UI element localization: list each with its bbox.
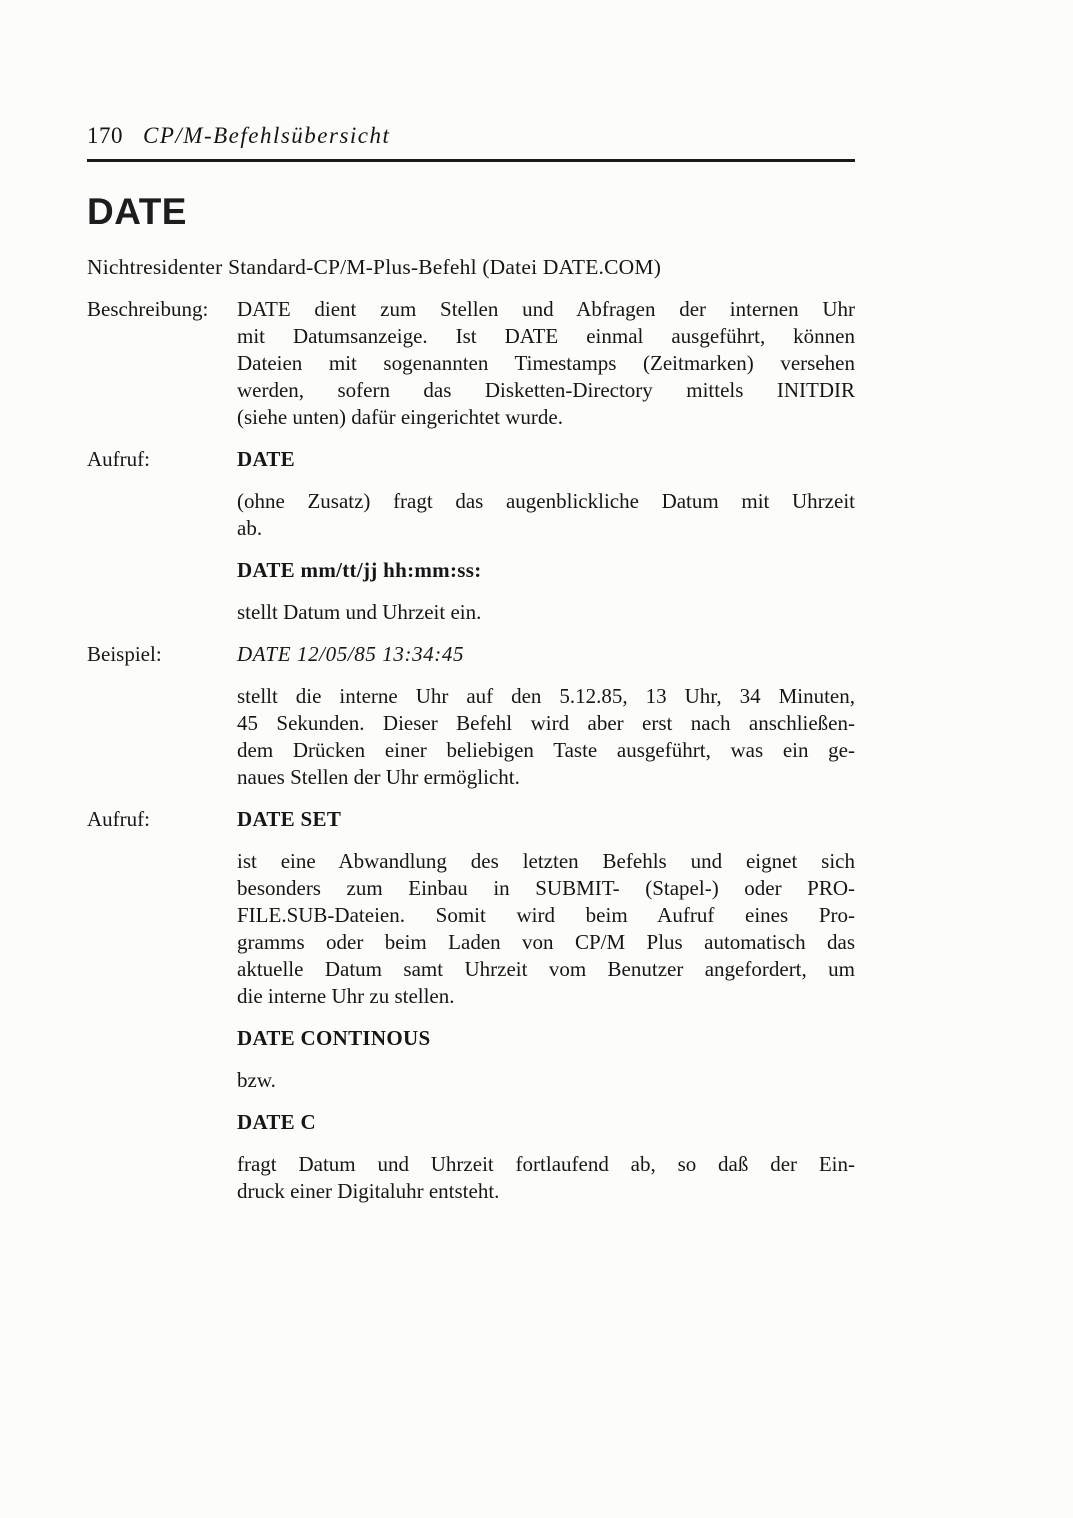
paragraph [237,1151,855,1205]
text-line: DATE [237,447,295,471]
text-line: DATE CONTINOUS [237,1026,431,1050]
command-text [237,1109,855,1136]
text-line: DATE 12/05/85 13:34:45 [237,642,465,666]
paragraph [237,1067,855,1094]
section-row [87,446,855,626]
command-subtitle: Nichtresidenter Standard-CP/M-Plus-Befehl (Datei DATE.COM) [87,255,662,279]
command-text [237,557,855,584]
sections [87,296,855,1205]
text-line: bzw. [237,1068,276,1092]
section-label: Beschreibung: [87,297,209,321]
paragraph [237,488,855,542]
page-number: 170 [87,123,123,148]
running-title: CP/M-Befehlsübersicht [143,123,391,148]
section-row [87,296,855,431]
text-line: (siehe unten) dafür eingerichtet wurde. [237,405,563,429]
command-text [237,1025,855,1052]
text-line: ist eine Abwandlung des letzten Befehls und eignet sich [237,849,855,873]
text-line: naues Stellen der Uhr ermöglicht. [237,765,520,789]
text-line: ab. [237,516,263,540]
paragraph [237,683,855,791]
page-header [87,122,855,150]
section-row [87,806,855,1205]
text-line: DATE mm/tt/jj hh:mm:ss: [237,558,482,582]
text-line: dem Drücken einer beliebigen Taste ausgeführt, was ein ge- [237,738,855,762]
text-line: druck einer Digitaluhr entsteht. [237,1179,500,1203]
section-content [237,806,855,1205]
command-text [237,806,855,833]
header-rule [87,159,855,162]
command-title: DATE [87,191,187,232]
text-line: gramms oder beim Laden von CP/M Plus automatisch das [237,930,855,954]
section-row [87,641,855,791]
section-content [237,446,855,626]
text-line: DATE SET [237,807,342,831]
text-line: stellt Datum und Uhrzeit ein. [237,600,482,624]
section-content [237,296,855,431]
section-label: Beispiel: [87,642,162,666]
paragraph [237,296,855,431]
text-line: fragt Datum und Uhrzeit fortlaufend ab, so daß der Ein- [237,1152,855,1176]
text-line: 45 Sekunden. Dieser Befehl wird aber erst nach anschließen- [237,711,855,735]
text-line: DATE C [237,1110,317,1134]
text-line: werden, sofern das Disketten-Directory mittels INITDIR [237,378,855,402]
text-line: besonders zum Einbau in SUBMIT- (Stapel-) oder PRO- [237,876,855,900]
example-text [237,641,855,668]
paragraph [237,848,855,1010]
paragraph [237,599,855,626]
section-label: Aufruf: [87,447,150,471]
text-line: stellt die interne Uhr auf den 5.12.85, 13 Uhr, 34 Minuten, [237,684,855,708]
text-line: aktuelle Datum samt Uhrzeit vom Benutzer angefordert, um [237,957,855,981]
command-text [237,446,855,473]
text-line: FILE.SUB-Dateien. Somit wird beim Aufruf eines Pro- [237,903,855,927]
text-line: mit Datumsanzeige. Ist DATE einmal ausgeführt, können [237,324,855,348]
section-label: Aufruf: [87,807,150,831]
text-line: (ohne Zusatz) fragt das augenblickliche Datum mit Uhrzeit [237,489,855,513]
section-content [237,641,855,791]
text-line: Dateien mit sogenannten Timestamps (Zeitmarken) versehen [237,351,855,375]
text-line: DATE dient zum Stellen und Abfragen der internen Uhr [237,297,855,321]
page-content [87,122,855,1205]
text-line: die interne Uhr zu stellen. [237,984,455,1008]
